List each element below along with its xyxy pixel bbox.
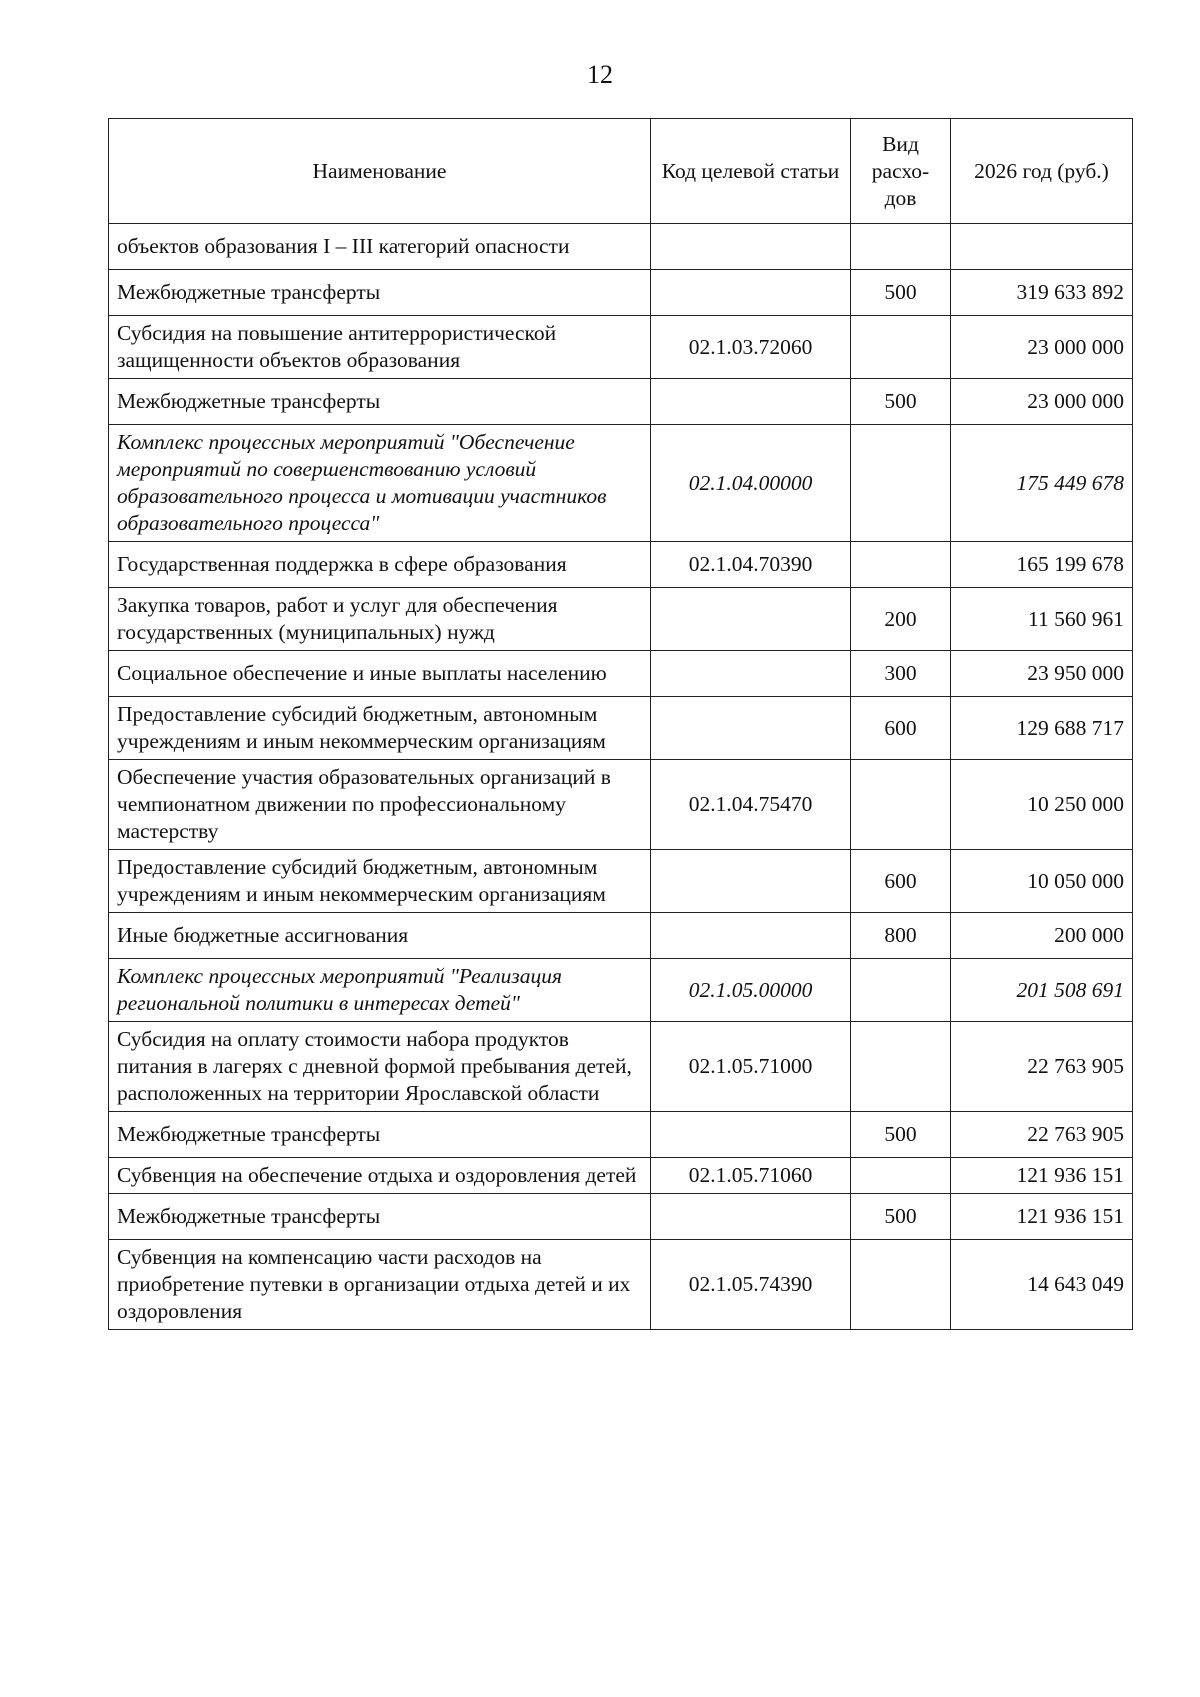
row-type-cell: 300: [851, 651, 951, 697]
row-amount-cell: 319 633 892: [951, 270, 1133, 316]
row-code-cell: [651, 1194, 851, 1240]
table-row: [109, 959, 1133, 1022]
row-code-cell: 02.1.04.70390: [651, 542, 851, 588]
row-amount-cell: 200 000: [951, 913, 1133, 959]
row-amount-cell: 14 643 049: [951, 1240, 1133, 1330]
row-type-cell: [851, 224, 951, 270]
table-row: [109, 651, 1133, 697]
row-type-cell: [851, 425, 951, 542]
table-row: [109, 425, 1133, 542]
table-row: [109, 1158, 1133, 1194]
table-row: [109, 379, 1133, 425]
row-type-cell: 500: [851, 270, 951, 316]
row-amount-cell: 129 688 717: [951, 697, 1133, 760]
row-code-cell: [651, 850, 851, 913]
row-type-cell: 500: [851, 1112, 951, 1158]
header-amount: 2026 год (руб.): [951, 119, 1133, 224]
row-name-cell: Субвенция на компенсацию части расходов на приобретение путевки в организации отдыха детей и их оздоровления: [109, 1240, 651, 1330]
row-code-cell: 02.1.04.00000: [651, 425, 851, 542]
row-amount-cell: 22 763 905: [951, 1112, 1133, 1158]
row-amount-cell: 201 508 691: [951, 959, 1133, 1022]
header-type: Вид расхо-дов: [851, 119, 951, 224]
row-name-cell: Межбюджетные трансферты: [109, 379, 651, 425]
table-row: [109, 588, 1133, 651]
table-row: [109, 1240, 1133, 1330]
row-type-cell: 800: [851, 913, 951, 959]
row-code-cell: 02.1.05.71000: [651, 1022, 851, 1112]
row-code-cell: 02.1.05.00000: [651, 959, 851, 1022]
row-amount-cell: 11 560 961: [951, 588, 1133, 651]
row-code-cell: [651, 224, 851, 270]
row-type-cell: [851, 760, 951, 850]
budget-table: [108, 118, 1133, 1330]
row-code-cell: 02.1.05.71060: [651, 1158, 851, 1194]
row-amount-cell: 22 763 905: [951, 1022, 1133, 1112]
row-code-cell: [651, 913, 851, 959]
row-type-cell: 200: [851, 588, 951, 651]
header-code: Код целевой статьи: [651, 119, 851, 224]
row-type-cell: [851, 542, 951, 588]
row-type-cell: [851, 316, 951, 379]
row-name-cell: Межбюджетные трансферты: [109, 1194, 651, 1240]
row-type-cell: [851, 959, 951, 1022]
row-amount-cell: 121 936 151: [951, 1158, 1133, 1194]
row-amount-cell: 10 050 000: [951, 850, 1133, 913]
page-number: 12: [587, 60, 613, 89]
table-row: [109, 913, 1133, 959]
header-name: Наименование: [109, 119, 651, 224]
table-row: [109, 850, 1133, 913]
table-row: [109, 1194, 1133, 1240]
row-name-cell: Субсидия на повышение антитеррористической защищенности объектов образования: [109, 316, 651, 379]
row-name-cell: Предоставление субсидий бюджетным, автономным учреждениям и иным некоммерческим организациям: [109, 697, 651, 760]
row-name-cell: Предоставление субсидий бюджетным, автономным учреждениям и иным некоммерческим организациям: [109, 850, 651, 913]
table-row: [109, 1112, 1133, 1158]
table-body: [109, 224, 1133, 1330]
table-row: [109, 224, 1133, 270]
row-type-cell: [851, 1022, 951, 1112]
row-amount-cell: 23 000 000: [951, 379, 1133, 425]
row-name-cell: объектов образования I – III категорий опасности: [109, 224, 651, 270]
table-row: [109, 542, 1133, 588]
row-code-cell: 02.1.03.72060: [651, 316, 851, 379]
row-code-cell: [651, 697, 851, 760]
row-type-cell: 500: [851, 1194, 951, 1240]
row-amount-cell: 175 449 678: [951, 425, 1133, 542]
row-type-cell: 500: [851, 379, 951, 425]
row-name-cell: Комплекс процессных мероприятий "Обеспечение мероприятий по совершенствованию условий образовательного процесса и мотивации участников образовательного процесса": [109, 425, 651, 542]
row-code-cell: 02.1.04.75470: [651, 760, 851, 850]
row-amount-cell: 121 936 151: [951, 1194, 1133, 1240]
row-name-cell: Иные бюджетные ассигнования: [109, 913, 651, 959]
row-type-cell: 600: [851, 697, 951, 760]
row-code-cell: [651, 651, 851, 697]
table-row: [109, 760, 1133, 850]
row-amount-cell: 165 199 678: [951, 542, 1133, 588]
row-code-cell: [651, 588, 851, 651]
table-header-row: [109, 119, 1133, 224]
table-row: [109, 1022, 1133, 1112]
row-name-cell: Комплекс процессных мероприятий "Реализация региональной политики в интересах детей": [109, 959, 651, 1022]
row-code-cell: [651, 1112, 851, 1158]
row-amount-cell: 23 000 000: [951, 316, 1133, 379]
table-row: [109, 316, 1133, 379]
row-amount-cell: [951, 224, 1133, 270]
row-type-cell: [851, 1158, 951, 1194]
table-row: [109, 270, 1133, 316]
row-amount-cell: 23 950 000: [951, 651, 1133, 697]
row-name-cell: Межбюджетные трансферты: [109, 270, 651, 316]
row-name-cell: Закупка товаров, работ и услуг для обеспечения государственных (муниципальных) нужд: [109, 588, 651, 651]
row-name-cell: Государственная поддержка в сфере образования: [109, 542, 651, 588]
row-amount-cell: 10 250 000: [951, 760, 1133, 850]
row-name-cell: Субвенция на обеспечение отдыха и оздоровления детей: [109, 1158, 651, 1194]
row-code-cell: [651, 270, 851, 316]
row-name-cell: Межбюджетные трансферты: [109, 1112, 651, 1158]
row-name-cell: Субсидия на оплату стоимости набора продуктов питания в лагерях с дневной формой пребывания детей, расположенных на территории Ярославской области: [109, 1022, 651, 1112]
row-type-cell: [851, 1240, 951, 1330]
row-code-cell: 02.1.05.74390: [651, 1240, 851, 1330]
row-name-cell: Социальное обеспечение и иные выплаты населению: [109, 651, 651, 697]
row-type-cell: 600: [851, 850, 951, 913]
row-code-cell: [651, 379, 851, 425]
table-row: [109, 697, 1133, 760]
row-name-cell: Обеспечение участия образовательных организаций в чемпионатном движении по профессиональному мастерству: [109, 760, 651, 850]
